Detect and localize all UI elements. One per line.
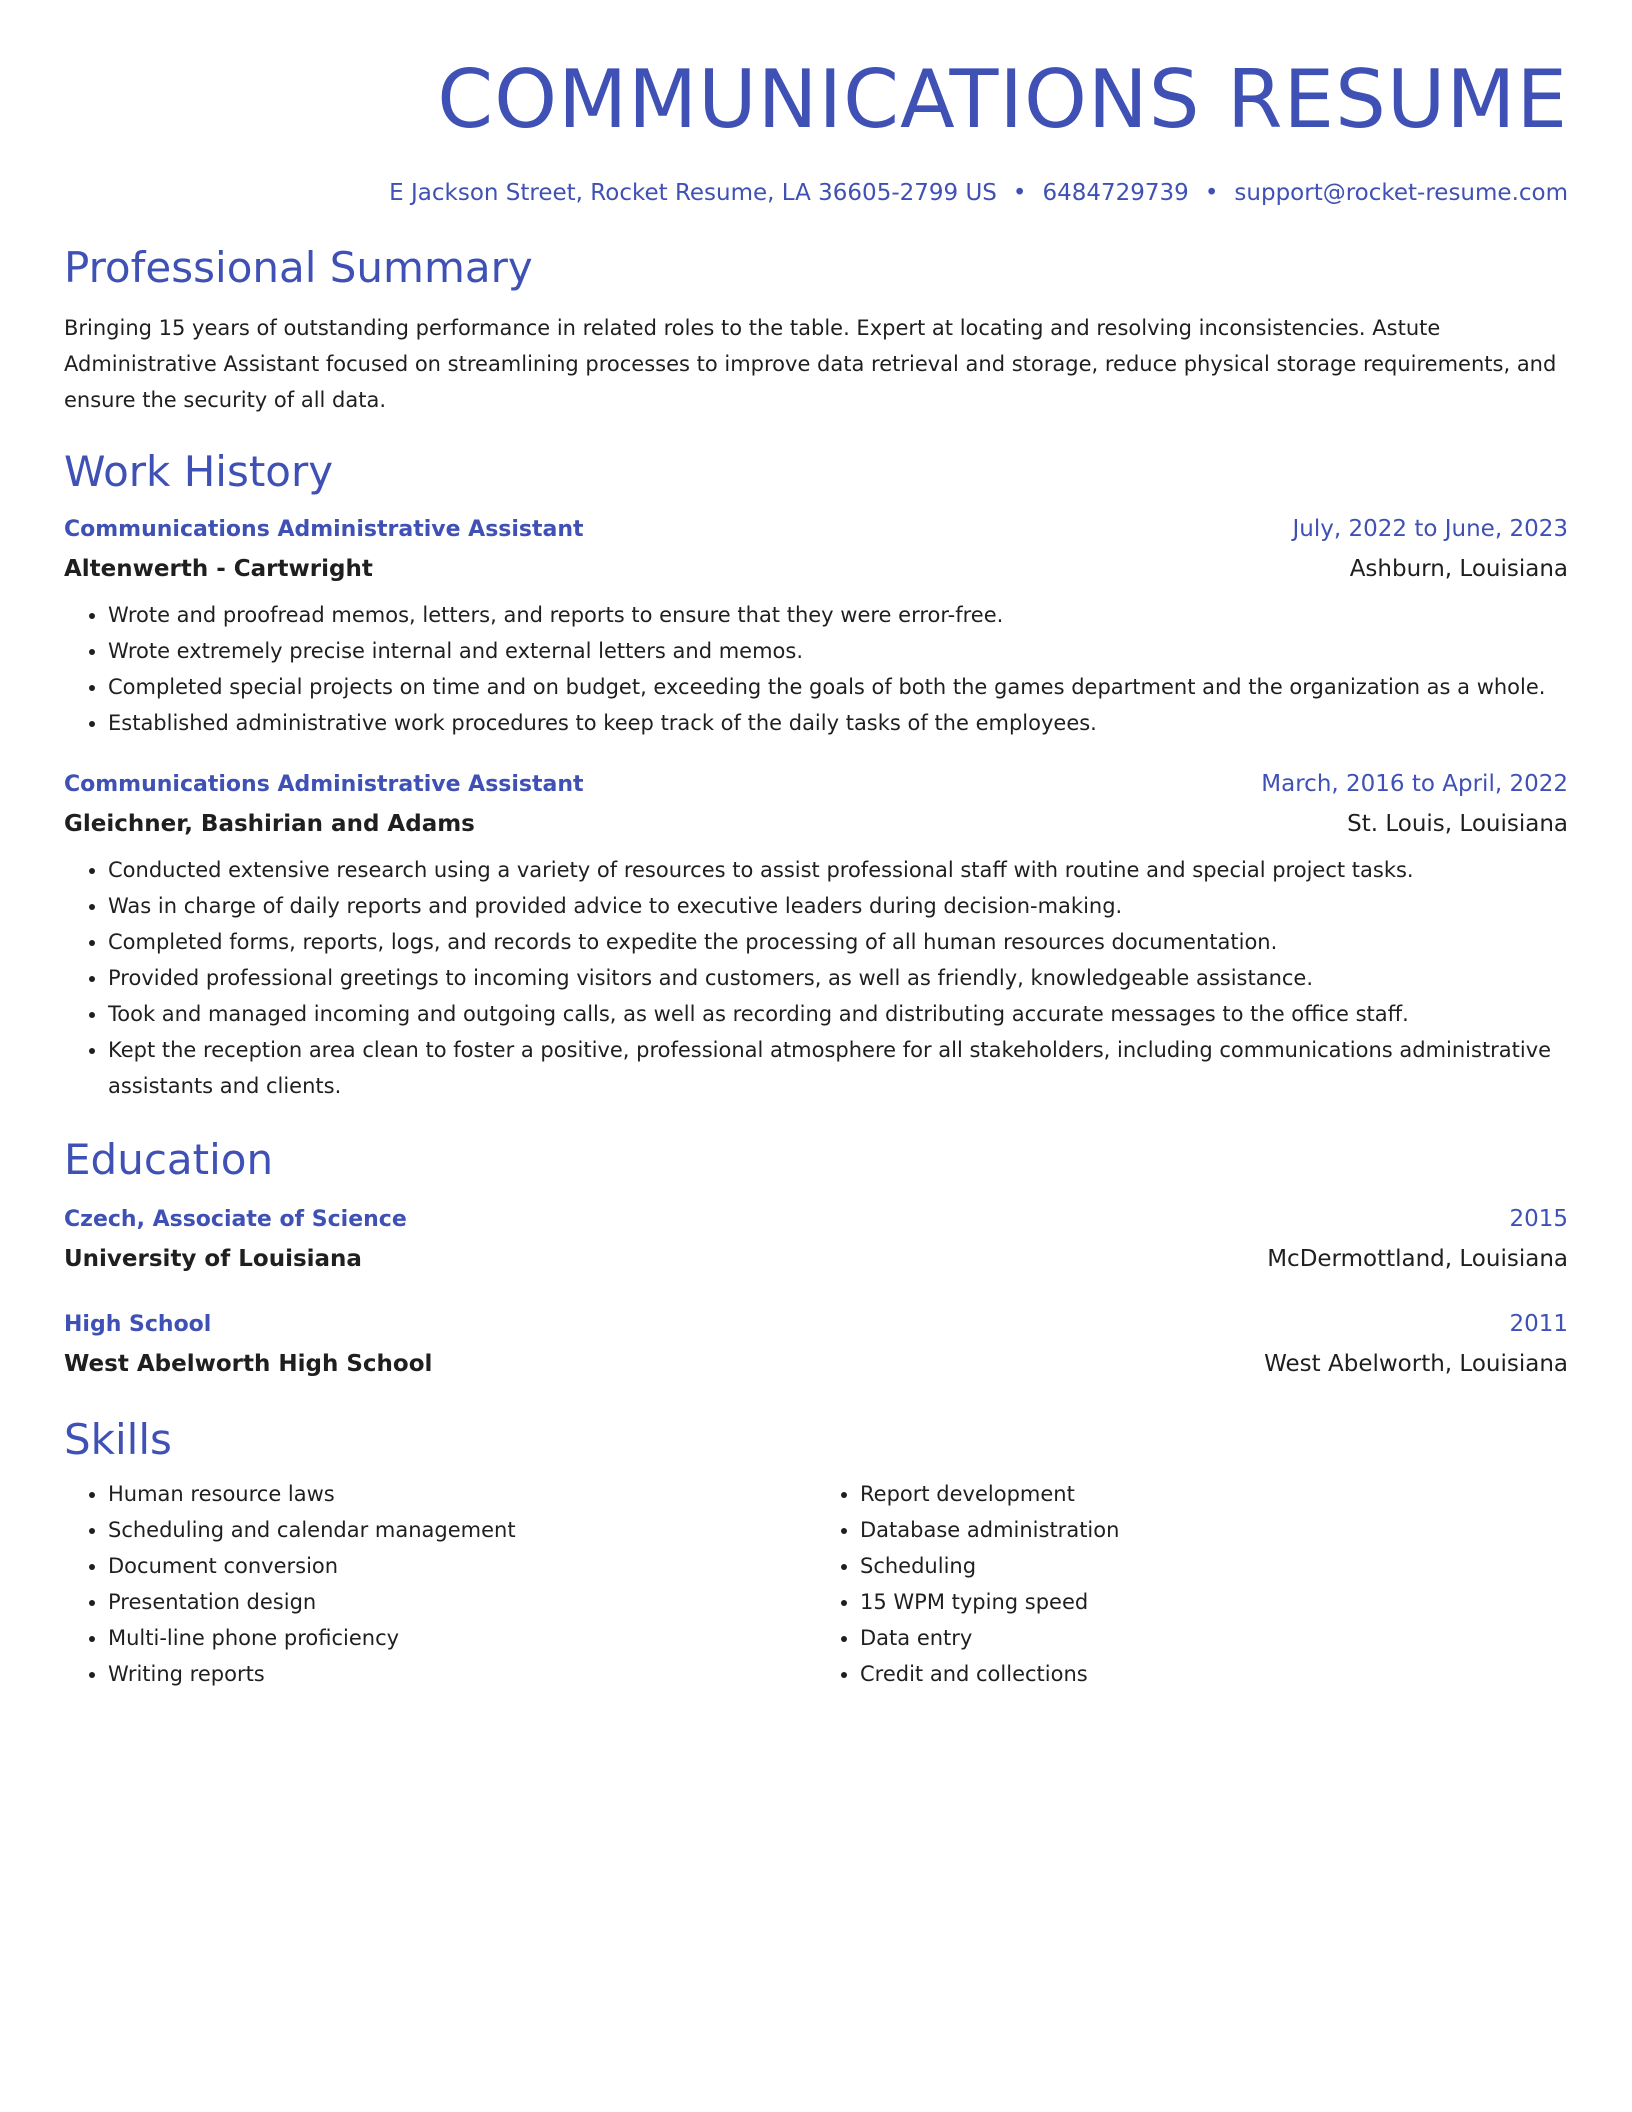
- contact-line: [64, 176, 1568, 210]
- education-entry: [64, 1200, 1568, 1279]
- resume-name: COMMUNICATIONS RESUME: [437, 53, 1568, 146]
- skill-item: • Report development: [860, 1476, 1568, 1512]
- job-bullet: • Kept the reception area clean to foster a positive, professional atmosphere for all stakeholders, including communications administrative assistants and clients.: [108, 1032, 1568, 1104]
- job-bullet: • Conducted extensive research using a variety of resources to assist professional staff with routine and special project tasks.: [108, 852, 1568, 888]
- skill-item: • Scheduling: [860, 1548, 1568, 1584]
- education-year: 2015: [1509, 1206, 1568, 1232]
- job-entry: [64, 510, 1568, 741]
- education-header-row: [64, 1200, 1568, 1239]
- skill-item: • Writing reports: [108, 1656, 816, 1692]
- education-entry: [64, 1305, 1568, 1384]
- contact-separator: •: [1012, 180, 1027, 206]
- skill-item: • 15 WPM typing speed: [860, 1584, 1568, 1620]
- skill-item: • Multi-line phone proficiency: [108, 1620, 816, 1656]
- job-company: Altenwerth - Cartwright: [64, 556, 373, 582]
- job-bullet: • Completed special projects on time and on budget, exceeding the goals of both the games department and the organization as a whole.: [108, 669, 1568, 705]
- skills-list-right: [816, 1476, 1568, 1692]
- skill-item: • Document conversion: [108, 1548, 816, 1584]
- job-header-row: [64, 510, 1568, 549]
- job-header-row: [64, 765, 1568, 804]
- skill-item: • Scheduling and calendar management: [108, 1512, 816, 1548]
- job-dates: July, 2022 to June, 2023: [1292, 516, 1568, 542]
- section-title-skills: Skills: [64, 1415, 172, 1464]
- job-bullet: • Established administrative work procedures to keep track of the daily tasks of the employees.: [108, 705, 1568, 741]
- skill-item: • Credit and collections: [860, 1656, 1568, 1692]
- job-title: Communications Administrative Assistant: [64, 517, 584, 542]
- education-degree: Czech, Associate of Science: [64, 1207, 407, 1232]
- job-bullet: • Completed forms, reports, logs, and records to expedite the processing of all human resources documentation.: [108, 924, 1568, 960]
- education-location: West Abelworth, Louisiana: [1264, 1351, 1568, 1377]
- job-bullet: • Provided professional greetings to incoming visitors and customers, as well as friendly, knowledgeable assistance.: [108, 960, 1568, 996]
- job-bullet: • Wrote extremely precise internal and external letters and memos.: [108, 633, 1568, 669]
- education-school-row: [64, 1344, 1568, 1384]
- job-title: Communications Administrative Assistant: [64, 772, 584, 797]
- job-company-row: [64, 804, 1568, 844]
- contact-phone: 6484729739: [1042, 180, 1189, 206]
- job-company-row: [64, 549, 1568, 589]
- education-school: West Abelworth High School: [64, 1351, 433, 1377]
- section-title-summary: Professional Summary: [64, 243, 533, 292]
- education-header-row: [64, 1305, 1568, 1344]
- job-location: Ashburn, Louisiana: [1349, 556, 1568, 582]
- summary-text: Bringing 15 years of outstanding performance in related roles to the table. Expert at locating and resolving inconsistencies. Astute Administrative Assistant focused on streamlining processes to improve data retrieval and storage, reduce physical storage requirements, and ensure the security of all data.: [64, 316, 1557, 412]
- contact-separator: •: [1204, 180, 1219, 206]
- skill-item: • Human resource laws: [108, 1476, 816, 1512]
- job-bullets: [64, 597, 1568, 741]
- job-entry: [64, 765, 1568, 1104]
- job-location: St. Louis, Louisiana: [1347, 811, 1568, 837]
- section-title-education: Education: [64, 1135, 274, 1184]
- contact-address: E Jackson Street, Rocket Resume, LA 36605-2799 US: [389, 180, 997, 206]
- education-degree: High School: [64, 1312, 212, 1337]
- contact-email[interactable]: support@rocket-resume.com: [1234, 180, 1568, 206]
- skill-item: • Data entry: [860, 1620, 1568, 1656]
- education-year: 2011: [1509, 1311, 1568, 1337]
- skills-list-left: [64, 1476, 816, 1692]
- education-school-row: [64, 1239, 1568, 1279]
- skill-item: • Database administration: [860, 1512, 1568, 1548]
- resume-header: [64, 50, 1568, 210]
- section-title-work-history: Work History: [64, 447, 334, 496]
- job-bullet: • Was in charge of daily reports and provided advice to executive leaders during decision-making.: [108, 888, 1568, 924]
- job-bullet: • Took and managed incoming and outgoing calls, as well as recording and distributing accurate messages to the office staff.: [108, 996, 1568, 1032]
- job-bullet: • Wrote and proofread memos, letters, and reports to ensure that they were error-free.: [108, 597, 1568, 633]
- education-school: University of Louisiana: [64, 1246, 362, 1272]
- skills-columns: [64, 1476, 1568, 1692]
- education-location: McDermottland, Louisiana: [1267, 1246, 1568, 1272]
- job-bullets: [64, 852, 1568, 1104]
- skill-item: • Presentation design: [108, 1584, 816, 1620]
- job-company: Gleichner, Bashirian and Adams: [64, 811, 475, 837]
- job-dates: March, 2016 to April, 2022: [1261, 771, 1568, 797]
